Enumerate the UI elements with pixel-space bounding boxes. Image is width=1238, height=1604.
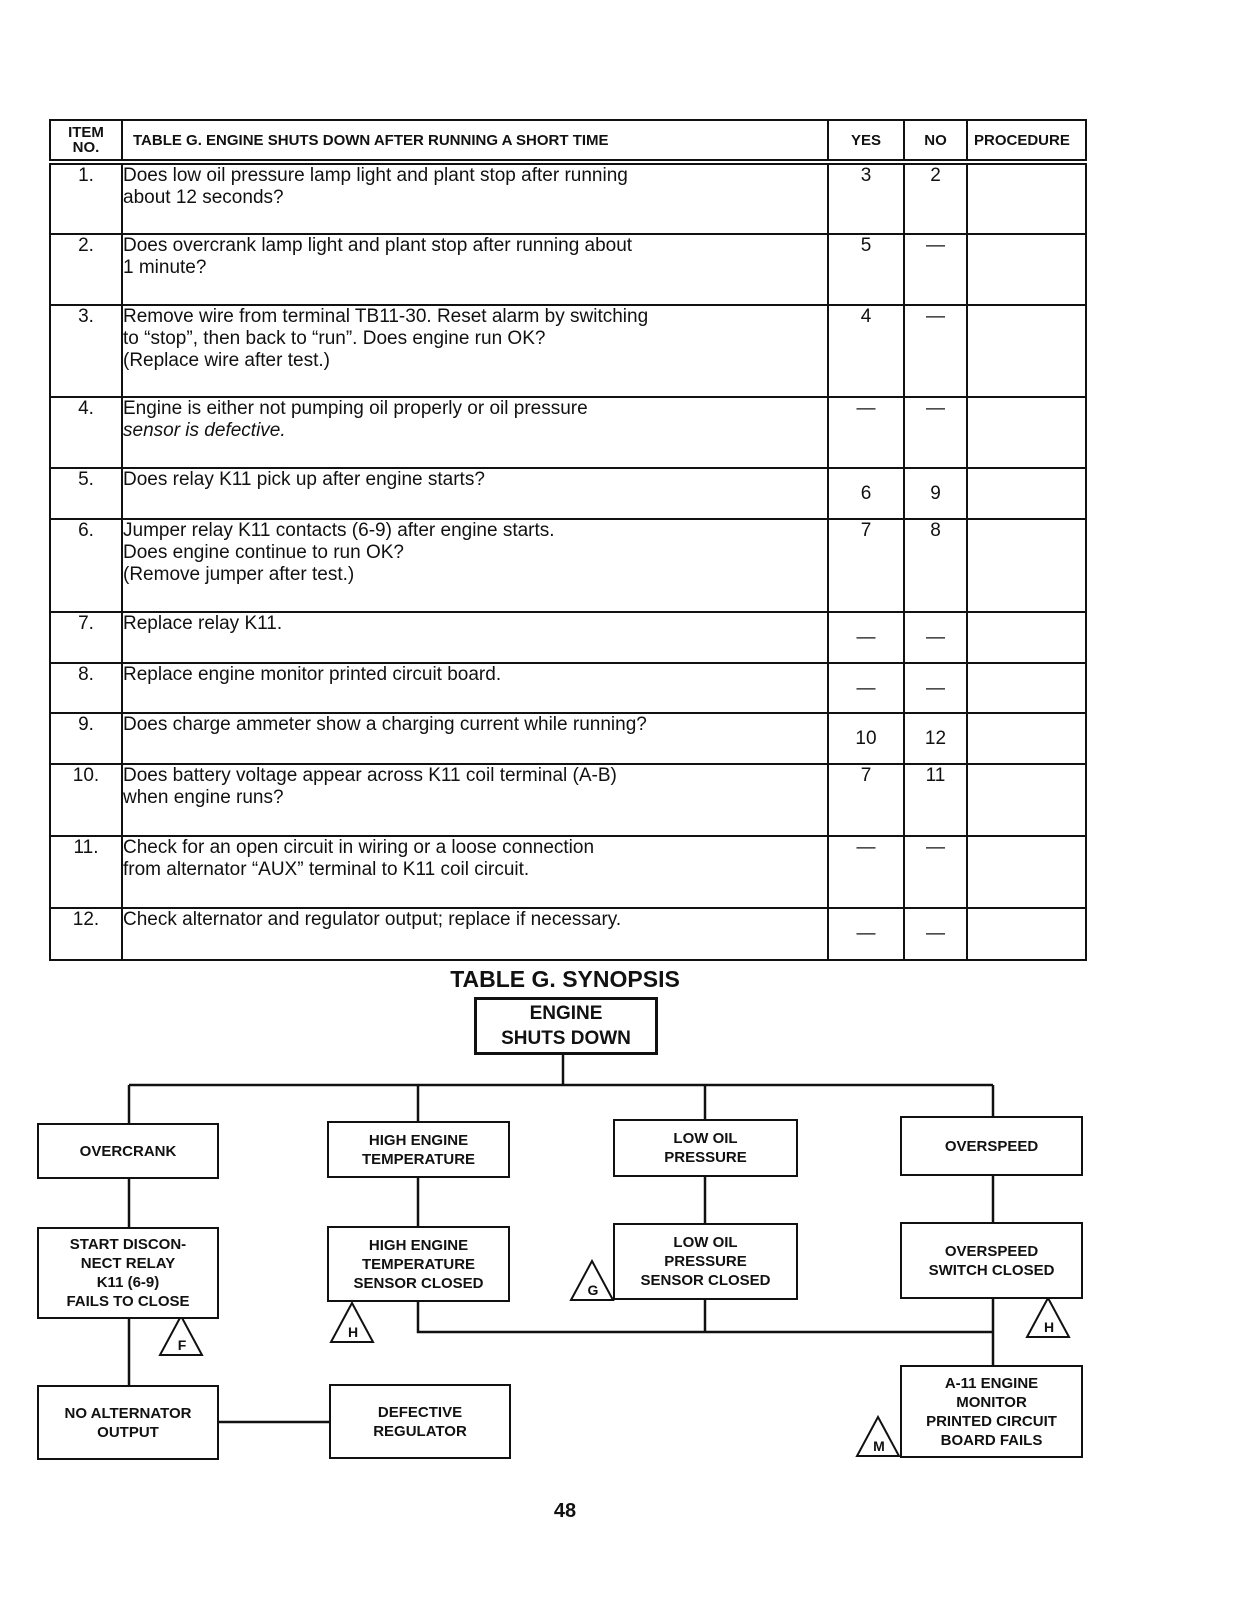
question-line: Engine is either not pumping oil properly or oil pressure	[123, 398, 588, 419]
no-next-step: 8	[904, 519, 967, 612]
item-number: 1.	[50, 162, 122, 234]
no-next-step: —	[904, 234, 967, 305]
yes-next-step: —	[828, 836, 904, 908]
yes-next-step: —	[828, 397, 904, 468]
question-line: Remove wire from terminal TB11-30. Reset alarm by switching	[123, 306, 649, 327]
synopsis-title: TABLE G. SYNOPSIS	[450, 966, 680, 992]
no-next-step: —	[904, 305, 967, 397]
box-no-alternator-output: NO ALTERNATOR OUTPUT	[37, 1385, 219, 1460]
question-line: (Replace wire after test.)	[123, 350, 330, 371]
item-number: 5.	[50, 468, 122, 519]
box-overcrank: OVERCRANK	[37, 1123, 219, 1179]
question-line: Does battery voltage appear across K11 coil terminal (A-B)	[123, 765, 617, 786]
question-line: to “stop”, then back to “run”. Does engine run OK?	[123, 328, 546, 349]
no-next-step: —	[904, 836, 967, 908]
header-table-title: TABLE G. ENGINE SHUTS DOWN AFTER RUNNING A SHORT TIME	[122, 120, 828, 162]
yes-next-step: —	[828, 908, 904, 960]
marker-g: G	[587, 1282, 599, 1298]
yes-next-step: 7	[828, 764, 904, 836]
no-next-step: —	[904, 663, 967, 713]
yes-next-step: 4	[828, 305, 904, 397]
root-engine-shuts-down: ENGINE SHUTS DOWN	[474, 997, 658, 1055]
marker-m: M	[873, 1438, 885, 1454]
item-number: 11.	[50, 836, 122, 908]
question-line: Jumper relay K11 contacts (6-9) after engine starts.	[123, 520, 555, 541]
no-next-step: —	[904, 908, 967, 960]
question-line: Does relay K11 pick up after engine starts?	[123, 469, 485, 490]
yes-next-step: 10	[828, 713, 904, 764]
page-number: 48	[553, 1500, 577, 1522]
question-line: sensor is defective.	[123, 420, 286, 441]
question-line: about 12 seconds?	[123, 187, 284, 208]
box-engine-monitor-board-fails: A-11 ENGINE MONITOR PRINTED CIRCUIT BOARD FAILS	[900, 1365, 1083, 1458]
box-low-oil-pressure: LOW OIL PRESSURE	[613, 1119, 798, 1177]
header-yes: YES	[828, 120, 904, 162]
box-high-engine-temperature: HIGH ENGINE TEMPERATURE	[327, 1121, 510, 1178]
no-next-step: 11	[904, 764, 967, 836]
item-number: 7.	[50, 612, 122, 663]
item-number: 2.	[50, 234, 122, 305]
question-line: Does charge ammeter show a charging current while running?	[123, 714, 647, 735]
question-line: Replace relay K11.	[123, 613, 283, 634]
question-line: Does overcrank lamp light and plant stop after running about	[123, 235, 633, 256]
question-line: from alternator “AUX” terminal to K11 coil circuit.	[123, 859, 530, 880]
no-next-step: —	[904, 612, 967, 663]
header-no: NO	[904, 120, 967, 162]
marker-h-right: H	[1043, 1319, 1055, 1335]
yes-next-step: —	[828, 663, 904, 713]
no-next-step: —	[904, 397, 967, 468]
question-line: Check alternator and regulator output; replace if necessary.	[123, 909, 622, 930]
yes-next-step: 3	[828, 162, 904, 234]
header-procedure: PROCEDURE	[967, 120, 1086, 162]
marker-f: F	[177, 1337, 187, 1353]
box-overspeed-switch-closed: OVERSPEED SWITCH CLOSED	[900, 1222, 1083, 1299]
no-next-step: 12	[904, 713, 967, 764]
no-next-step: 2	[904, 162, 967, 234]
header-item-no: ITEM NO.	[50, 120, 122, 162]
yes-next-step: —	[828, 612, 904, 663]
marker-h-left: H	[347, 1324, 359, 1340]
item-number: 4.	[50, 397, 122, 468]
item-number: 9.	[50, 713, 122, 764]
item-number: 3.	[50, 305, 122, 397]
question-line: Replace engine monitor printed circuit board.	[123, 664, 502, 685]
no-next-step: 9	[904, 468, 967, 519]
yes-next-step: 7	[828, 519, 904, 612]
item-number: 8.	[50, 663, 122, 713]
question-line: Check for an open circuit in wiring or a loose connection	[123, 837, 595, 858]
box-high-temp-sensor-closed: HIGH ENGINE TEMPERATURE SENSOR CLOSED	[327, 1226, 510, 1302]
question-line: when engine runs?	[123, 787, 284, 808]
box-low-oil-sensor-closed: LOW OIL PRESSURE SENSOR CLOSED	[613, 1223, 798, 1300]
box-defective-regulator: DEFECTIVE REGULATOR	[329, 1384, 511, 1459]
item-number: 10.	[50, 764, 122, 836]
box-overspeed: OVERSPEED	[900, 1116, 1083, 1176]
question-line: (Remove jumper after test.)	[123, 564, 355, 585]
question-line: 1 minute?	[123, 257, 207, 278]
item-number: 12.	[50, 908, 122, 960]
question-line: Does engine continue to run OK?	[123, 542, 404, 563]
question-line: Does low oil pressure lamp light and plant stop after running	[123, 165, 628, 186]
yes-next-step: 6	[828, 468, 904, 519]
yes-next-step: 5	[828, 234, 904, 305]
item-number: 6.	[50, 519, 122, 612]
box-start-disconnect-relay: START DISCON- NECT RELAY K11 (6-9) FAILS TO CLOSE	[37, 1227, 219, 1319]
